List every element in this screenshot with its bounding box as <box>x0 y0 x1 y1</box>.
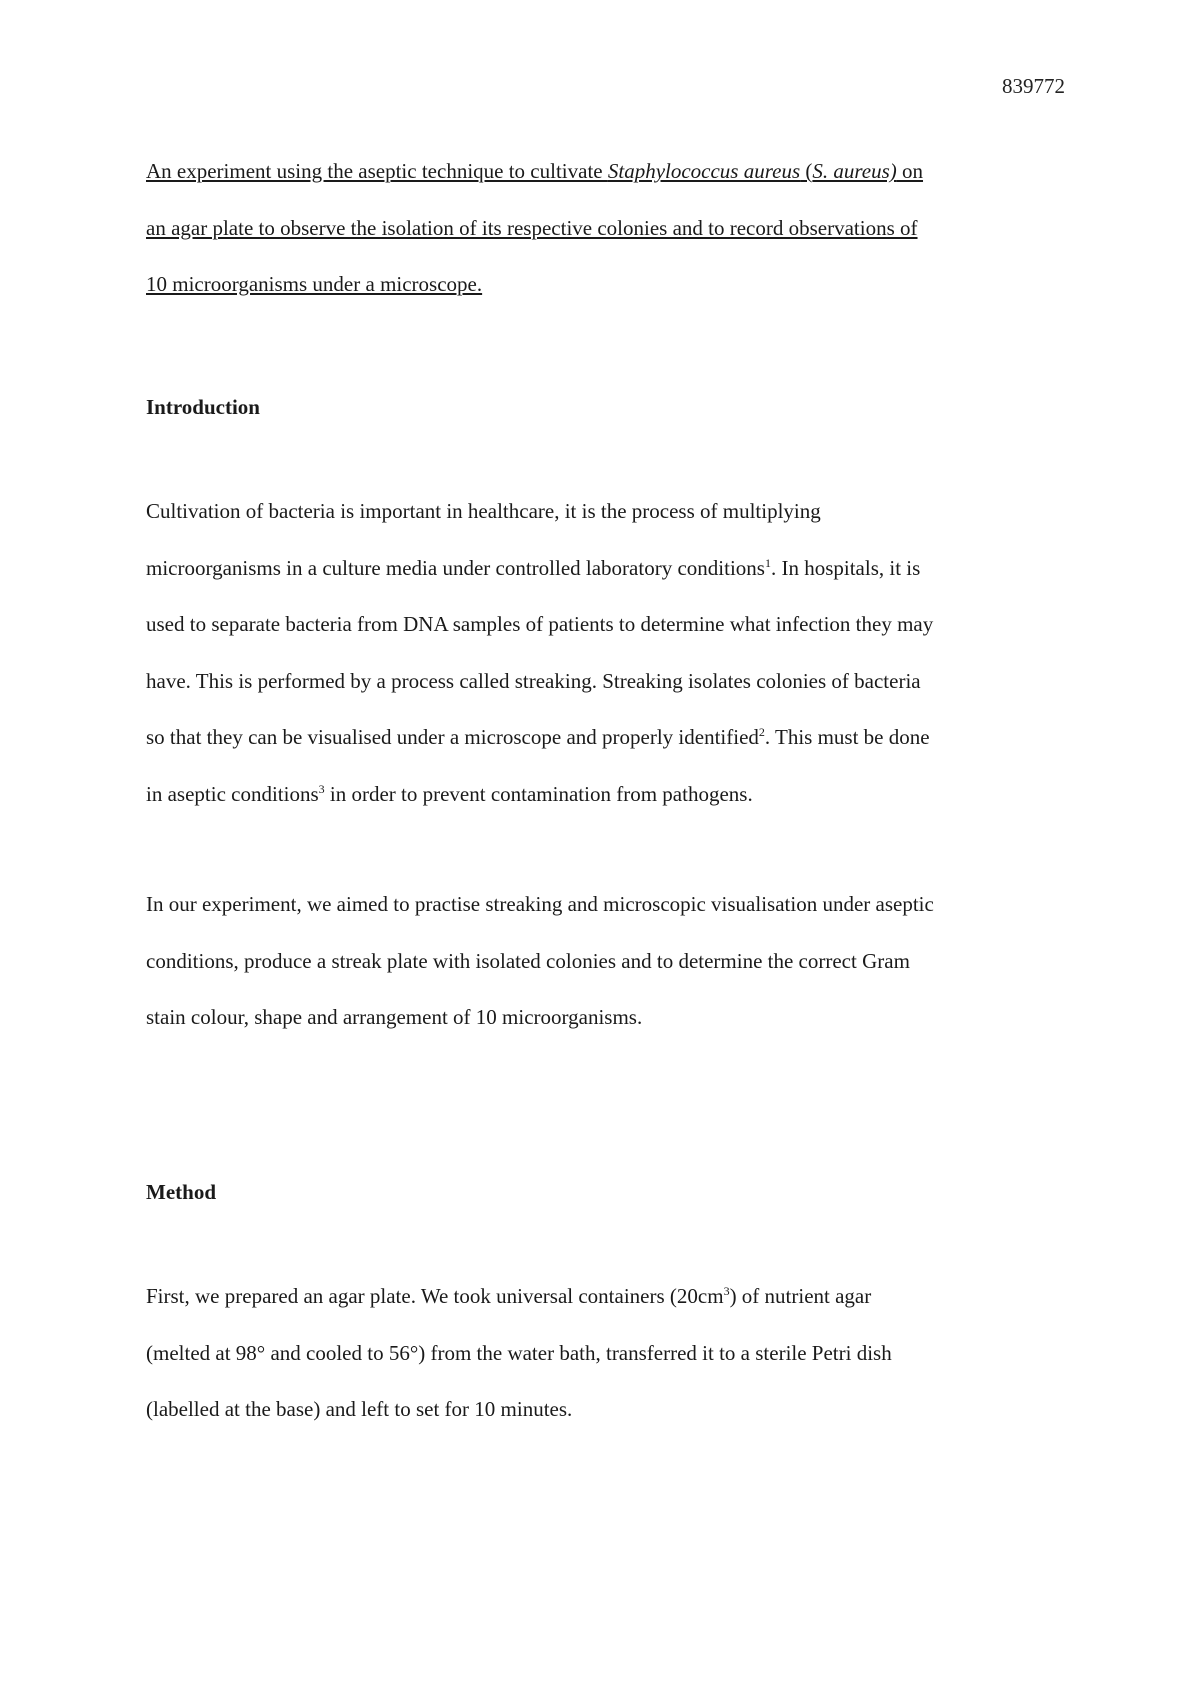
title-line-3: 10 microorganisms under a microscope. <box>146 272 483 296</box>
superscript-cubed: 3 <box>723 1284 730 1298</box>
introduction-heading: Introduction <box>146 395 260 419</box>
document-title <box>146 143 1066 313</box>
organism-name: Staphylococcus aureus <box>607 159 801 183</box>
title-line-2: an agar plate to observe the isolation of its respective colonies and to record observations of <box>146 215 918 240</box>
footnote-ref-2: 2 <box>758 725 765 739</box>
document-content <box>146 143 1066 1421</box>
method-paragraph-1: First, we prepared an agar plate. We took universal containers $(20cm^3)$ of nutrient agar (melted at 98° and cooled to 56°) from the water bath, transferred it to a sterile Petri dish (labelled at the base) and left to set for 10 minutes. <box>146 1284 892 1421</box>
introduction-paragraph-1: Cultivation of bacteria is important in healthcare, it is the process of multiplying microorganisms in a culture media under controlled laboratory conditions$^1$. In hospitals, it is used to separate bacteria from DNA samples of patients to determine what infection they may have. This is performed by a process called streaking. Streaking isolates colonies of bacteria so that they can be visualised under a microscope and properly identified$^2$. This must be done in aseptic conditions$^3$ in order to prevent contamination from pathogens. <box>146 499 934 806</box>
footnote-ref-1: 1 <box>764 555 771 570</box>
organism-abbrev: S. aureus) <box>812 159 897 183</box>
footnote-ref-3: 3 <box>318 781 325 796</box>
page-number: 839772 <box>1002 74 1065 98</box>
introduction-paragraph-2: In our experiment, we aimed to practise streaking and microscopic visualisation under aseptic conditions, produce a streak plate with isolated colonies and to determine the correct Gram stain colour, shape and arrangement of 10 microorganisms. <box>146 892 934 1029</box>
title-line-1: An experiment using the aseptic technique to cultivate Staphylococcus aureus (S. aureus) on <box>146 159 924 183</box>
method-heading: Method <box>146 1180 216 1204</box>
